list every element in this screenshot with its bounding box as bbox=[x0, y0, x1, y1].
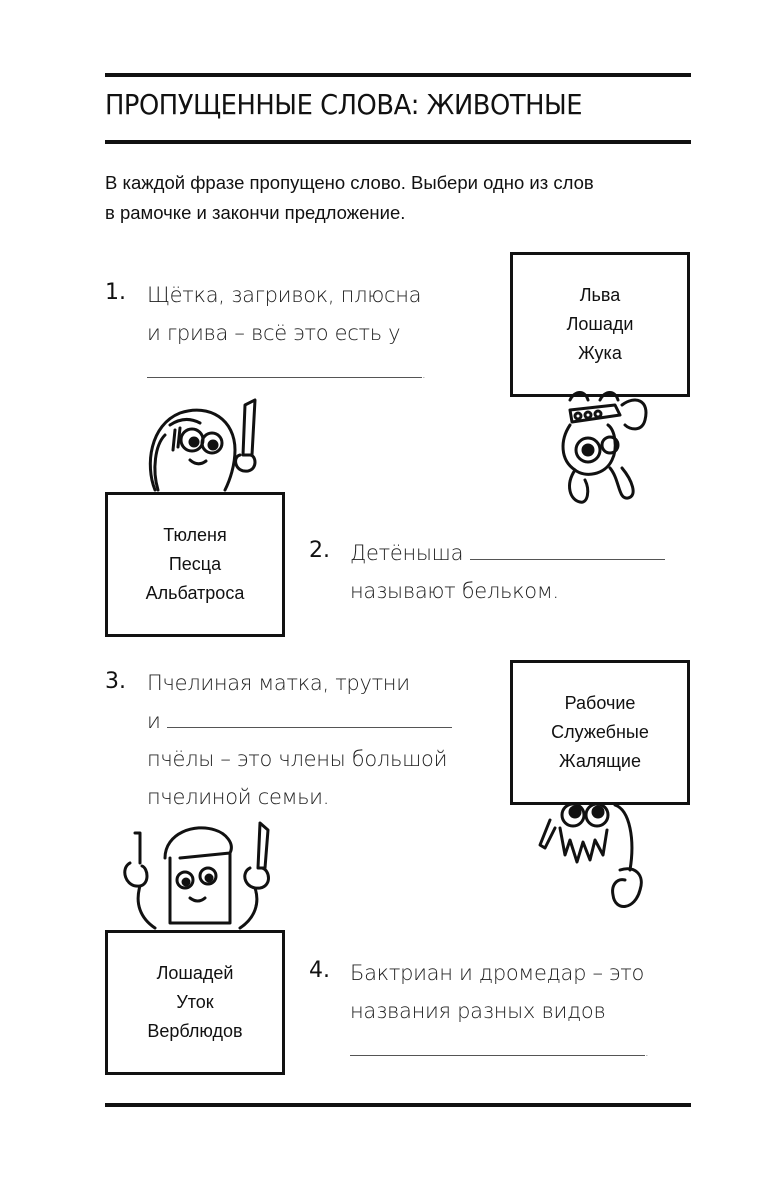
option-3-c: Жалящие bbox=[559, 751, 641, 771]
lion-character-illustration bbox=[550, 390, 670, 510]
option-3-a: Рабочие bbox=[564, 693, 636, 713]
question-3-line-2: и bbox=[147, 709, 161, 733]
option-3-b: Служебные bbox=[551, 722, 649, 742]
boy-with-cap-illustration bbox=[110, 818, 290, 933]
instructions-line-2: в рамочке и закончи предложение. bbox=[105, 202, 406, 223]
question-3-number: 3. bbox=[105, 669, 126, 694]
instructions bbox=[105, 168, 685, 228]
question-4-number: 4. bbox=[309, 958, 330, 983]
page-title: ПРОПУЩЕННЫЕ СЛОВА: ЖИВОТНЫЕ bbox=[105, 88, 583, 121]
bearded-character-illustration bbox=[535, 800, 655, 920]
girl-with-pencil-illustration bbox=[140, 395, 270, 495]
answer-blank-4[interactable] bbox=[350, 1054, 645, 1056]
option-2-c: Альбатроса bbox=[145, 583, 245, 603]
options-box-2 bbox=[105, 492, 285, 637]
answer-blank-3[interactable] bbox=[167, 726, 452, 728]
title-underline-rule bbox=[105, 140, 691, 144]
question-4-line-2: названия разных видов bbox=[350, 999, 606, 1023]
question-3-line-3: пчёлы – это члены большой bbox=[147, 747, 448, 771]
question-2-line-1: Детёныша bbox=[350, 541, 464, 565]
option-1-c: Жука bbox=[578, 343, 622, 363]
question-3-line-4: пчелиной семьи. bbox=[147, 785, 330, 809]
options-box-1 bbox=[510, 252, 690, 397]
bottom-rule bbox=[105, 1103, 691, 1107]
question-4-line-1: Бактриан и дромедар – это bbox=[350, 961, 645, 985]
question-3-text bbox=[147, 664, 452, 816]
question-1-line-2: и грива – всё это есть у bbox=[147, 321, 401, 345]
answer-blank-1[interactable] bbox=[147, 376, 422, 378]
option-4-a: Лошадей bbox=[156, 963, 234, 983]
option-4-c: Верблюдов bbox=[147, 1021, 243, 1041]
option-2-b: Песца bbox=[168, 554, 222, 574]
question-2-line-2: называют бельком. bbox=[350, 579, 559, 603]
option-4-b: Уток bbox=[176, 992, 214, 1012]
question-3-line-1: Пчелиная матка, трутни bbox=[147, 671, 410, 695]
option-1-a: Льва bbox=[579, 285, 621, 305]
question-4-text bbox=[350, 954, 649, 1071]
answer-blank-2[interactable] bbox=[470, 558, 665, 560]
options-box-4 bbox=[105, 930, 285, 1075]
question-2-number: 2. bbox=[309, 538, 330, 563]
top-rule bbox=[105, 73, 691, 77]
option-1-b: Лошади bbox=[566, 314, 634, 334]
options-box-3 bbox=[510, 660, 690, 805]
question-4-answer-line: . bbox=[350, 1030, 649, 1071]
instructions-line-1: В каждой фразе пропущено слово. Выбери одно из слов bbox=[105, 172, 594, 193]
question-1-number: 1. bbox=[105, 280, 126, 305]
question-2-text bbox=[350, 534, 665, 610]
question-1-line-1: Щётка, загривок, плюсна bbox=[147, 283, 422, 307]
option-2-a: Тюленя bbox=[163, 525, 227, 545]
question-1-answer-line: . bbox=[147, 352, 426, 393]
question-1-text bbox=[147, 276, 426, 393]
